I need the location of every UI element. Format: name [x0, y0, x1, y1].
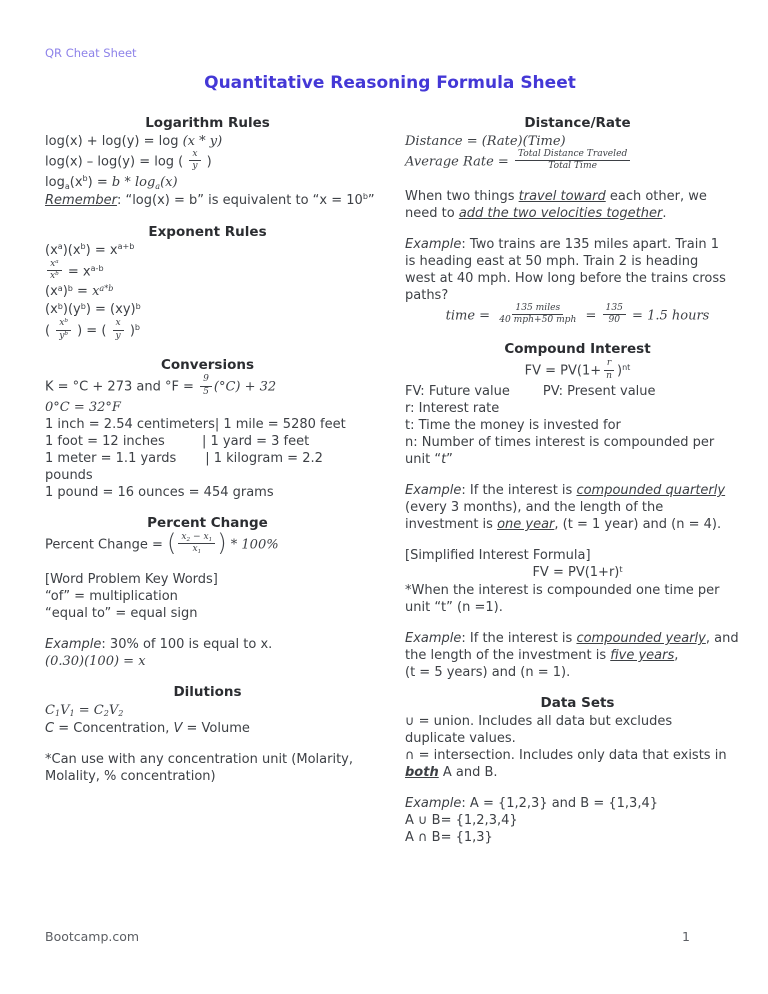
text-line: [405, 287, 750, 304]
section-heading-exponent-rules: Exponent Rules: [148, 223, 267, 240]
text-line: [405, 188, 750, 205]
text-segment: Remember: [45, 192, 117, 208]
text-segment: y: [59, 330, 65, 341]
text-segment: : “log(x) = b” is equivalent to “x = 10: [116, 192, 363, 208]
text-segment: a: [57, 242, 63, 252]
text-segment: b: [64, 330, 68, 337]
text-segment: add the two velocities together: [458, 205, 663, 221]
text-segment: (t = 5 years) and (n = 1).: [405, 665, 571, 681]
text-line: [405, 417, 750, 434]
fraction: [189, 149, 200, 173]
spacer: [405, 533, 750, 547]
text-segment: duplicate values.: [405, 731, 516, 747]
text-segment: r: [606, 358, 612, 369]
text-segment: x: [115, 318, 121, 329]
text-segment: (x: [69, 174, 83, 190]
text-segment: x: [203, 531, 209, 542]
text-segment: FV = PV(1+r): [532, 565, 620, 581]
text-segment: b: [67, 284, 73, 294]
text-segment: C: [45, 720, 55, 736]
text-segment: b: [55, 270, 59, 277]
text-segment: time: [445, 308, 476, 324]
text-line: [405, 270, 750, 287]
text-segment: = Volume: [182, 720, 250, 736]
text-segment: t: [441, 452, 447, 468]
fraction: [47, 259, 62, 283]
text-segment: nt: [622, 363, 631, 373]
section-conversions: [45, 356, 370, 501]
text-segment: ∪ = union. Includes all data but excludes: [405, 714, 673, 730]
text-segment: 40 mph+50 mph: [499, 315, 577, 326]
section-heading-compound-interest: Compound Interest: [504, 341, 651, 358]
text-segment: a+b: [117, 242, 135, 252]
text-segment: (x: [45, 302, 58, 318]
text-segment: 1 inch = 2.54 centimeters| 1 mile = 5280 feet: [45, 416, 346, 432]
text-segment: C: [45, 702, 55, 718]
text-line: [45, 319, 370, 343]
text-segment: A ∩ B= {1,3}: [405, 830, 493, 846]
text-segment: b: [64, 318, 68, 325]
text-line: [405, 764, 750, 781]
text-segment: 1 meter = 1.1 yards | 1 kilogram = 2.2: [45, 450, 323, 466]
text-line: [45, 174, 370, 192]
text-line: [45, 375, 370, 399]
text-line: [405, 400, 750, 417]
text-segment: = Concentration,: [54, 720, 174, 736]
text-line: [45, 720, 370, 737]
text-segment: C: [93, 702, 104, 718]
text-segment: ) =: [87, 174, 112, 190]
text-segment: a*b: [99, 284, 114, 294]
spacer: [405, 174, 750, 188]
section-logarithm-rules: [45, 114, 375, 210]
text-segment: b: [80, 302, 86, 312]
text-segment: ): [125, 323, 135, 339]
text-segment: “equal to” = equal sign: [45, 605, 198, 621]
text-line: [405, 482, 750, 499]
text-segment: (x: [45, 242, 58, 258]
text-segment: b: [362, 192, 368, 202]
text-segment: n: Number of times interest is compounded per: [405, 435, 715, 451]
text-line: [405, 150, 750, 174]
text-segment: 135: [605, 302, 623, 313]
text-segment: −: [190, 531, 204, 542]
text-segment: 0°C = 32°F: [45, 399, 121, 415]
text-segment: 1: [69, 709, 75, 719]
text-line: [45, 702, 370, 720]
text-segment: V: [173, 720, 183, 736]
fraction: [178, 532, 215, 556]
text-segment: ): [617, 363, 623, 379]
text-segment: Example: [45, 636, 102, 652]
text-segment: )(y: [62, 302, 81, 318]
text-line: [45, 571, 370, 588]
text-line: [45, 242, 370, 260]
text-line: [45, 133, 370, 150]
spacer: [45, 622, 370, 636]
text-segment: = 1.5: [627, 308, 672, 324]
section-exponent-rules: [45, 223, 370, 343]
text-line: [405, 451, 750, 468]
text-segment: [Simplified Interest Formula]: [405, 548, 591, 564]
text-segment: )(x: [62, 242, 81, 258]
text-segment: 90: [608, 315, 621, 326]
text-line: [45, 605, 370, 622]
text-segment: *: [120, 174, 135, 190]
content-columns: [45, 114, 750, 859]
text-line: [45, 301, 370, 319]
text-segment: Percent Change =: [45, 537, 167, 553]
text-line: [45, 467, 370, 484]
text-segment: = x: [63, 264, 91, 280]
text-segment: b: [57, 302, 63, 312]
section-compound-interest: [405, 340, 750, 681]
text-segment: A ∪ B= {1,2,3,4}: [405, 813, 518, 829]
text-segment: *Can use with any concentration unit (Molarity,: [45, 751, 353, 767]
text-line: [45, 260, 370, 284]
text-segment: log: [45, 174, 65, 190]
text-segment: When two things: [405, 188, 519, 204]
text-line: [45, 433, 370, 450]
text-segment: ∩ = intersection. Includes only data that exists in: [405, 748, 727, 764]
text-segment: =: [475, 308, 495, 324]
text-segment: Example: [405, 483, 462, 499]
text-segment: 2: [118, 709, 124, 719]
text-line: [45, 484, 370, 501]
doc-label: QR Cheat Sheet: [45, 46, 137, 60]
footer-page-number: 1: [682, 929, 690, 944]
text-segment: a: [57, 284, 63, 294]
text-segment: compounded quarterly: [576, 483, 726, 499]
text-segment: : Two trains are 135 miles apart. Train 1: [461, 236, 719, 252]
text-segment: need to: [405, 205, 459, 221]
fraction: [496, 303, 579, 327]
text-line: [405, 253, 750, 270]
text-segment: =: [74, 702, 94, 718]
text-segment: Example: [405, 236, 462, 252]
fraction: [603, 358, 615, 382]
text-line: [405, 499, 750, 516]
section-heading-conversions: Conversions: [161, 357, 254, 374]
text-segment: x: [59, 318, 65, 329]
text-segment: , (t = 1 year) and (n = 4).: [554, 517, 722, 533]
text-line: [405, 630, 750, 647]
text-segment: Total Distance Traveled: [517, 149, 628, 159]
text-segment: ): [62, 284, 68, 300]
text-segment: ): [202, 154, 212, 170]
text-line: [405, 713, 750, 730]
text-segment: Example: [405, 796, 462, 812]
text-segment: log: [134, 174, 156, 190]
text-segment: 1 foot = 12 inches | 1 yard = 3 feet: [45, 433, 310, 449]
text-segment: ”: [446, 452, 453, 468]
text-line: [405, 664, 750, 681]
text-segment: t: [619, 564, 623, 574]
text-segment: x: [192, 149, 198, 159]
text-line: [405, 304, 750, 328]
text-segment: x: [181, 531, 187, 542]
text-line: [45, 528, 370, 557]
fraction: [515, 149, 630, 173]
text-line: [45, 150, 370, 174]
text-segment: a-b: [90, 263, 104, 273]
text-line: [405, 516, 750, 533]
text-line: [45, 450, 370, 467]
text-line: [45, 399, 370, 416]
text-segment: y: [115, 330, 121, 341]
text-line: [405, 359, 750, 383]
text-segment: “of” = multiplication: [45, 588, 178, 604]
text-segment: * 100%: [226, 537, 279, 553]
text-segment: b: [80, 242, 86, 252]
text-line: [45, 653, 370, 670]
text-segment: both: [405, 765, 439, 781]
text-segment: (x: [45, 284, 58, 300]
text-segment: : If the interest is: [461, 483, 577, 499]
text-line: [405, 383, 750, 400]
text-segment: 2: [103, 709, 109, 719]
text-segment: (: [45, 323, 55, 339]
section-heading-logarithm-rules: Logarithm Rules: [145, 115, 270, 131]
text-segment: b: [135, 302, 141, 312]
fraction: [56, 318, 71, 342]
text-segment: Average Rate =: [405, 154, 513, 170]
text-line: [405, 747, 750, 764]
text-segment: a: [155, 181, 161, 191]
text-segment: K = °C + 273 and °F =: [45, 379, 199, 395]
text-segment: Total Time: [548, 161, 597, 172]
text-segment: a: [55, 258, 59, 265]
text-line: [405, 599, 750, 616]
text-line: [405, 795, 750, 812]
text-segment: : 30% of 100 is equal to x.: [101, 636, 273, 652]
text-line: [45, 283, 370, 301]
text-segment: (x): [160, 174, 178, 190]
footer-site-name: Bootcamp.com: [45, 929, 140, 944]
text-segment: t: Time the money is invested for: [405, 418, 621, 434]
spacer: [405, 616, 750, 630]
text-segment: ) = (: [72, 323, 111, 339]
text-segment: 1 pound = 16 ounces = 454 grams: [45, 484, 274, 500]
spacer: [45, 557, 370, 571]
text-segment: unit “: [405, 452, 442, 468]
text-segment: 1: [54, 709, 61, 719]
spacer: [405, 781, 750, 795]
section-heading-distance-rate: Distance/Rate: [524, 115, 631, 131]
text-segment: (°C) + 32: [213, 379, 277, 395]
text-segment: : A = {1,2,3} and B = {1,3,4}: [461, 796, 659, 812]
text-segment: FV: Future value PV: Present value: [405, 384, 656, 400]
text-line: [45, 768, 370, 785]
section-heading-data-sets: Data Sets: [540, 695, 615, 712]
page-footer: [45, 929, 690, 944]
text-segment: is heading east at 50 mph. Train 2 is heading: [405, 253, 699, 269]
spacer: [45, 737, 370, 751]
section-percent-change: [45, 514, 370, 670]
section-heading-percent-change: Percent Change: [147, 514, 268, 531]
text-segment: log(x) – log(y) = log (: [45, 154, 188, 170]
text-line: [45, 416, 370, 433]
text-segment: investment is: [405, 517, 498, 533]
text-segment: x: [50, 271, 56, 282]
text-segment: travel toward: [518, 188, 606, 204]
text-segment: (0.30)(100) = x: [45, 653, 146, 669]
text-segment: x: [50, 258, 56, 269]
fraction: [113, 318, 124, 342]
text-segment: b: [111, 174, 121, 190]
text-segment: paths?: [405, 287, 449, 303]
text-line: [405, 547, 750, 564]
text-segment: r: Interest rate: [405, 401, 500, 417]
text-segment: Example: [405, 631, 462, 647]
text-line: [405, 812, 750, 829]
section-data-sets: [405, 694, 750, 846]
text-line: [405, 434, 750, 451]
text-segment: x: [92, 284, 100, 300]
text-line: [45, 751, 370, 768]
text-segment: (x * y): [182, 134, 223, 149]
text-segment: V: [108, 702, 119, 718]
text-segment: log(x) + log(y) = log: [45, 134, 183, 149]
text-line: [405, 647, 750, 664]
text-segment: =: [72, 284, 93, 300]
text-segment: 9: [203, 374, 209, 385]
section-distance-rate: [405, 114, 750, 327]
spacer: [405, 468, 750, 482]
spacer: [405, 222, 750, 236]
text-segment: 135 miles: [515, 302, 561, 313]
text-line: [405, 205, 750, 222]
text-segment: five years: [610, 648, 675, 664]
text-line: [405, 564, 750, 582]
text-segment: b: [134, 323, 141, 333]
text-line: [45, 636, 370, 653]
text-segment: Distance = (Rate)(Time): [405, 134, 566, 149]
text-segment: V: [60, 702, 70, 718]
left-column: [45, 114, 375, 859]
text-line: [45, 192, 375, 210]
text-line: [405, 829, 750, 846]
text-segment: ) = x: [85, 242, 118, 258]
text-segment: each other, we: [605, 188, 707, 204]
text-segment: compounded yearly: [576, 631, 706, 647]
text-segment: 2: [186, 536, 191, 543]
text-segment: [Word Problem Key Words]: [45, 571, 218, 587]
page-title: Quantitative Reasoning Formula Sheet: [204, 73, 576, 93]
text-segment: FV = PV(1+: [524, 363, 602, 379]
text-segment: ) = (xy): [85, 302, 136, 318]
text-segment: ): [217, 528, 227, 557]
text-line: [405, 730, 750, 747]
text-segment: A and B.: [438, 765, 498, 781]
text-segment: 1: [197, 549, 202, 556]
text-segment: b: [82, 174, 88, 184]
text-segment: 1: [208, 536, 213, 543]
text-segment: one year: [497, 517, 555, 533]
text-segment: west at 40 mph. How long before the trains cross: [405, 270, 726, 286]
text-segment: , and: [705, 631, 739, 647]
text-segment: unit “t” (n =1).: [405, 600, 503, 616]
text-segment: pounds: [45, 467, 93, 483]
text-segment: (: [166, 528, 177, 557]
text-line: [405, 582, 750, 599]
section-dilutions: [45, 683, 370, 785]
text-segment: a: [64, 181, 70, 191]
section-heading-dilutions: Dilutions: [173, 683, 242, 700]
text-segment: 5: [203, 386, 209, 397]
text-line: [405, 133, 750, 150]
text-segment: n: [606, 370, 612, 381]
text-segment: Molality, % concentration): [45, 768, 216, 784]
text-segment: *When the interest is compounded one time per: [405, 583, 720, 599]
text-segment: y: [192, 161, 198, 172]
text-line: [45, 588, 370, 605]
text-segment: ,: [674, 648, 679, 664]
text-segment: =: [581, 308, 601, 324]
text-segment: : If the interest is: [461, 631, 577, 647]
text-segment: .: [662, 205, 667, 221]
text-segment: (every 3 months), and the length of the: [405, 500, 664, 516]
text-segment: ”: [367, 192, 375, 208]
text-segment: x: [192, 544, 198, 555]
fraction: [200, 374, 212, 398]
text-line: [405, 236, 750, 253]
right-column: [405, 114, 750, 859]
text-segment: the length of the investment is: [405, 648, 611, 664]
fraction: [603, 303, 626, 327]
text-segment: hours: [671, 308, 710, 324]
